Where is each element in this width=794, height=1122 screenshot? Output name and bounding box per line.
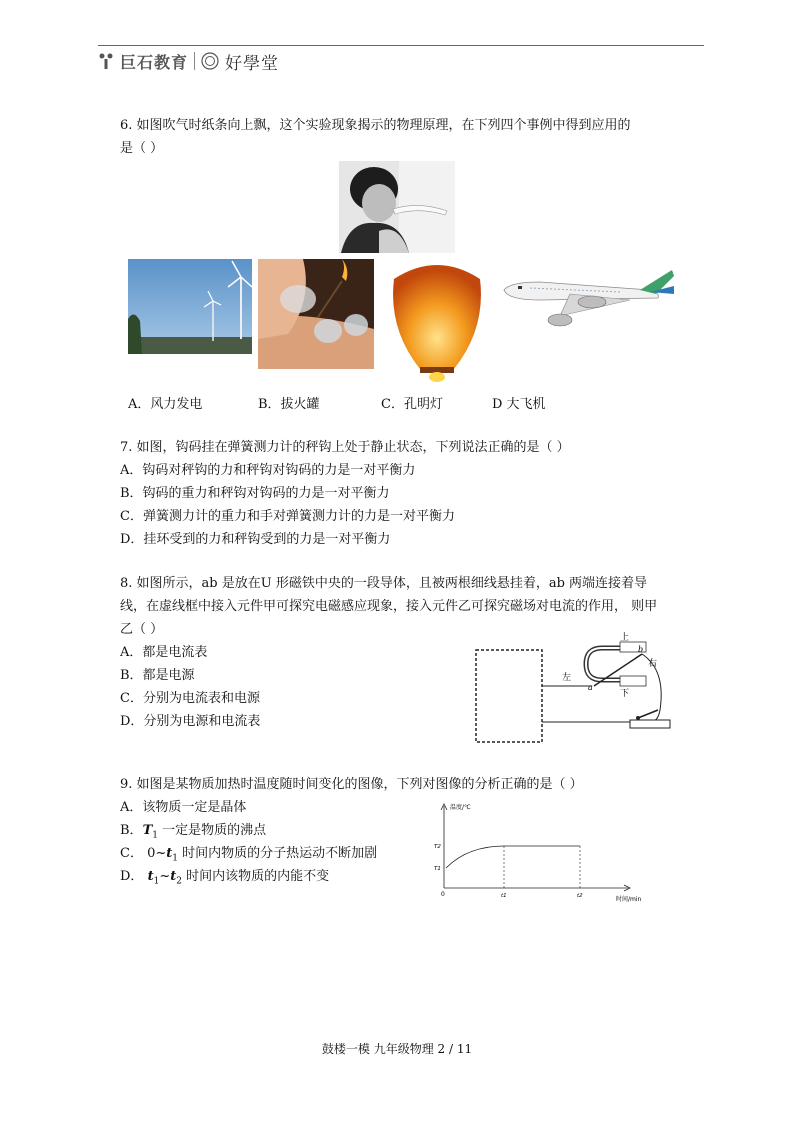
y-axis-label: 温度/℃ xyxy=(450,804,471,811)
seal-icon xyxy=(201,52,219,70)
q8-circuit-diagram xyxy=(470,630,676,748)
q8-stem-line2: 线，在虚线框中接入元件甲可探究电磁感应现象，接入元件乙可探究磁场对电流的作用， 则甲 xyxy=(120,599,658,614)
q9-option-b: B．$T_1$ 一定是物质的沸点 xyxy=(120,823,267,841)
q6-option-d: D 大飞机 xyxy=(492,397,546,412)
q7-option-a: A．钩码对秤钩的力和秤钩对钩码的力是一对平衡力 xyxy=(120,463,416,478)
q6-option-a: A．风力发电 xyxy=(128,397,203,412)
magnet-pole-bottom xyxy=(620,676,646,686)
q9-temperature-graph xyxy=(428,800,650,906)
brand-name-2: 好學堂 xyxy=(225,53,280,74)
q7-stem: 7. 如图，钩码挂在弹簧测力计的秤钩上处于静止状态，下列说法正确的是（ ） xyxy=(120,440,570,455)
q6-option-c: C．孔明灯 xyxy=(381,397,443,412)
q6-stem-line2: 是（ ） xyxy=(120,141,164,156)
dashed-component-box xyxy=(476,650,542,742)
cupping-photo xyxy=(258,259,374,369)
q8-option-d: D．分别为电源和电流表 xyxy=(120,714,261,729)
brand-logo-icon xyxy=(98,52,114,70)
q6-option-b: B．拔火罐 xyxy=(258,397,320,412)
wind-turbine-photo xyxy=(128,259,252,354)
label-b: b xyxy=(638,645,644,654)
sky-lantern-photo xyxy=(388,259,486,389)
t1-label: t1 xyxy=(501,893,507,899)
brand-name-1: 巨石教育 xyxy=(120,52,189,72)
u-magnet xyxy=(586,648,640,680)
q6-stem-line1: 6. 如图吹气时纸条向上飘，这个实验现象揭示的物理原理，在下列四个事例中得到应用的 xyxy=(120,118,631,133)
T1-label: T1 xyxy=(434,866,441,872)
switch-base xyxy=(630,720,670,728)
q8-stem-line3: 乙（ ） xyxy=(120,622,164,637)
q7-option-d: D．挂环受到的力和秤钩受到的力是一对平衡力 xyxy=(120,532,391,547)
q8-option-b: B．都是电源 xyxy=(120,668,195,683)
header-logo xyxy=(98,50,279,72)
x-axis-label: 时间/min xyxy=(616,896,642,903)
heating-curve xyxy=(446,846,580,868)
airplane-photo xyxy=(500,270,674,332)
label-up: 上 xyxy=(620,633,630,643)
q8-stem-line1: 8. 如图所示，ab 是放在U 形磁铁中央的一段导体，且被两根细线悬挂着，ab 两端连接着导 xyxy=(120,576,648,591)
q9-stem: 9. 如图是某物质加热时温度随时间变化的图像，下列对图像的分析正确的是（ ） xyxy=(120,777,583,792)
origin-label: 0 xyxy=(441,891,445,898)
t2-label: t2 xyxy=(577,893,583,899)
q9-option-a: A．该物质一定是晶体 xyxy=(120,800,247,815)
q9-option-c: C． $0\sim t_1$ 时间内物质的分子热运动不断加剧 xyxy=(120,846,378,864)
brand-separator xyxy=(194,52,195,70)
q8-option-c: C．分别为电流表和电源 xyxy=(120,691,260,706)
page-footer: 鼓楼一模 九年级物理 2 / 11 xyxy=(321,1042,473,1056)
blowing-paper-photo xyxy=(339,161,455,253)
header-divider xyxy=(98,45,704,46)
label-left: 左 xyxy=(562,673,572,683)
q9-option-d: D． $t_1\sim t_2$ 时间内该物质的内能不变 xyxy=(120,869,330,887)
switch-lever xyxy=(638,710,658,718)
q8-option-a: A．都是电流表 xyxy=(120,645,208,660)
q7-option-b: B．钩码的重力和秤钩对钩码的力是一对平衡力 xyxy=(120,486,390,501)
label-a: a xyxy=(588,683,593,692)
label-down: 下 xyxy=(620,689,630,699)
q7-option-c: C．弹簧测力计的重力和手对弹簧测力计的力是一对平衡力 xyxy=(120,509,455,524)
T2-label: T2 xyxy=(434,844,441,850)
label-right: 右 xyxy=(648,659,658,669)
